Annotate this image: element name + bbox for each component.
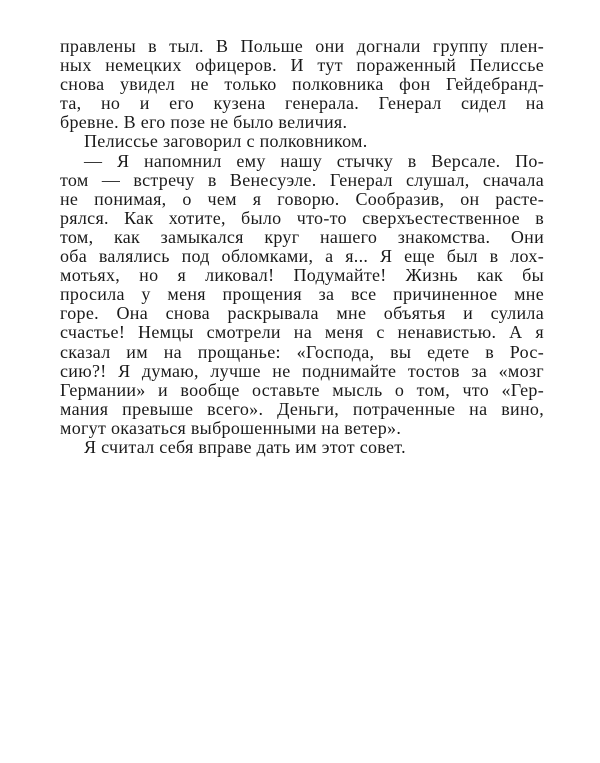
text-line: том — встречу в Венесуэле. Генерал слушал, сначала [60, 169, 544, 190]
text-line: Пелиссье заговорил с полковником. [84, 131, 368, 152]
text-line: Германии» и вообще оставьте мысль о том, что «Гер- [60, 379, 544, 400]
text-line: оба валялись под обломками, а я... Я еще был в лох- [60, 246, 544, 267]
text-line: не понимая, о чем я говорю. Сообразив, он расте- [60, 188, 544, 209]
text-line: — Я напомнил ему нашу стычку в Версале. По- [84, 150, 544, 171]
text-line: просила у меня прощения за все причиненное мне [60, 284, 544, 305]
text-line: сию?! Я думаю, лучше не поднимайте тостов за «мозг [60, 360, 544, 381]
text-line: правлены в тыл. В Польше они догнали группу плен- [60, 36, 544, 56]
text-line: сказал им на прощанье: «Господа, вы едете в Рос- [60, 341, 544, 362]
text-line: Я считал себя вправе дать им этот совет. [84, 436, 406, 457]
text-line: горе. Она снова раскрывала мне объятья и сулила [60, 303, 544, 324]
text-line: могут оказаться выброшенными на ветер». [60, 417, 402, 438]
text-line: рялся. Как хотите, было что-то сверхъестественное в [60, 207, 544, 228]
document-page [60, 37, 544, 457]
text-line: ных немецких офицеров. И тут пораженный Пелиссье [60, 55, 544, 76]
text-line: мания превыше всего». Деньги, потраченные на вино, [60, 398, 544, 419]
text-line: мотьях, но я ликовал! Подумайте! Жизнь как бы [60, 265, 544, 286]
text-line: снова увидел не только полковника фон Гейдебранд- [60, 74, 544, 95]
text-line: бревне. В его позе не было величия. [60, 112, 348, 133]
text-line: счастье! Немцы смотрели на меня с ненавистью. А я [60, 322, 544, 343]
text-line: та, но и его кузена генерала. Генерал сидел на [60, 93, 544, 114]
text-line: том, как замыкался круг нашего знакомства. Они [60, 226, 544, 247]
